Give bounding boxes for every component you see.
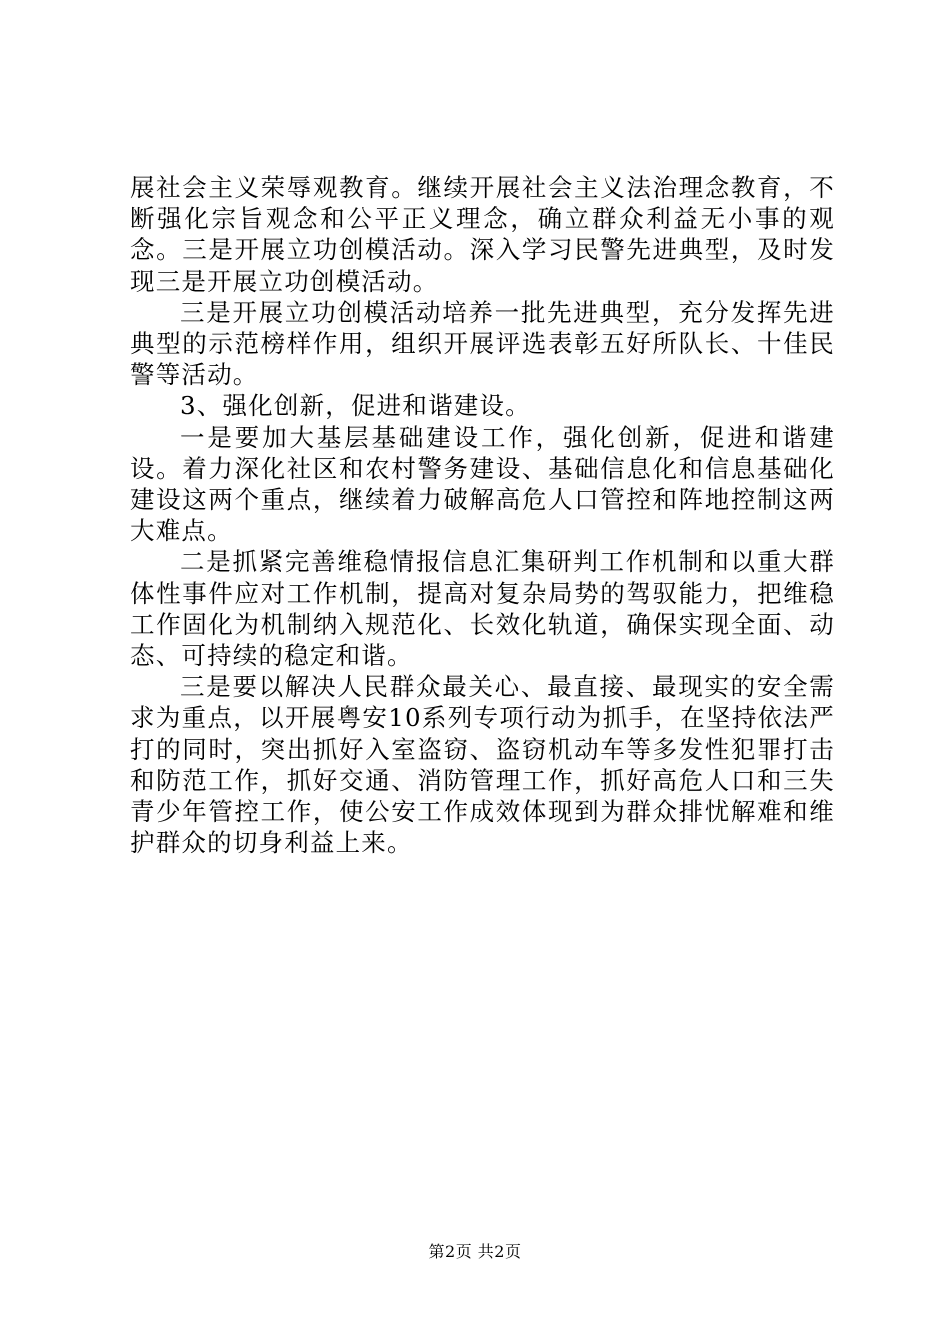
document-body [130, 172, 835, 858]
page-number-footer: 第2页 共2页 [428, 1242, 522, 1261]
paragraph-6: 三是要以解决人民群众最关心、最直接、最现实的安全需求为重点，以开展粤安10系列专项行动为抓手，在坚持依法严打的同时，突出抓好入室盗窃、盗窃机动车等多发性犯罪打击和防范工作，抓好交通、消防管理工作，抓好高危人口和三失青少年管控工作，使公安工作成效体现到为群众排忧解难和维护群众的切身利益上来。 [130, 672, 835, 858]
paragraph-5: 二是抓紧完善维稳情报信息汇集研判工作机制和以重大群体性事件应对工作机制，提高对复杂局势的驾驭能力，把维稳工作固化为机制纳入规范化、长效化轨道，确保实现全面、动态、可持续的稳定和谐。 [130, 547, 835, 671]
paragraph-4: 一是要加大基层基础建设工作，强化创新，促进和谐建设。着力深化社区和农村警务建设、基础信息化和信息基础化建设这两个重点，继续着力破解高危人口管控和阵地控制这两大难点。 [130, 422, 835, 546]
paragraph-2: 三是开展立功创模活动培养一批先进典型，充分发挥先进典型的示范榜样作用，组织开展评选表彰五好所队长、十佳民警等活动。 [130, 297, 835, 390]
section-heading-3: 3、强化创新，促进和谐建设。 [180, 391, 531, 421]
paragraph-1: 展社会主义荣辱观教育。继续开展社会主义法治理念教育，不断强化宗旨观念和公平正义理念，确立群众利益无小事的观念。三是开展立功创模活动。深入学习民警先进典型，及时发现三是开展立功创模活动。 [130, 173, 835, 296]
